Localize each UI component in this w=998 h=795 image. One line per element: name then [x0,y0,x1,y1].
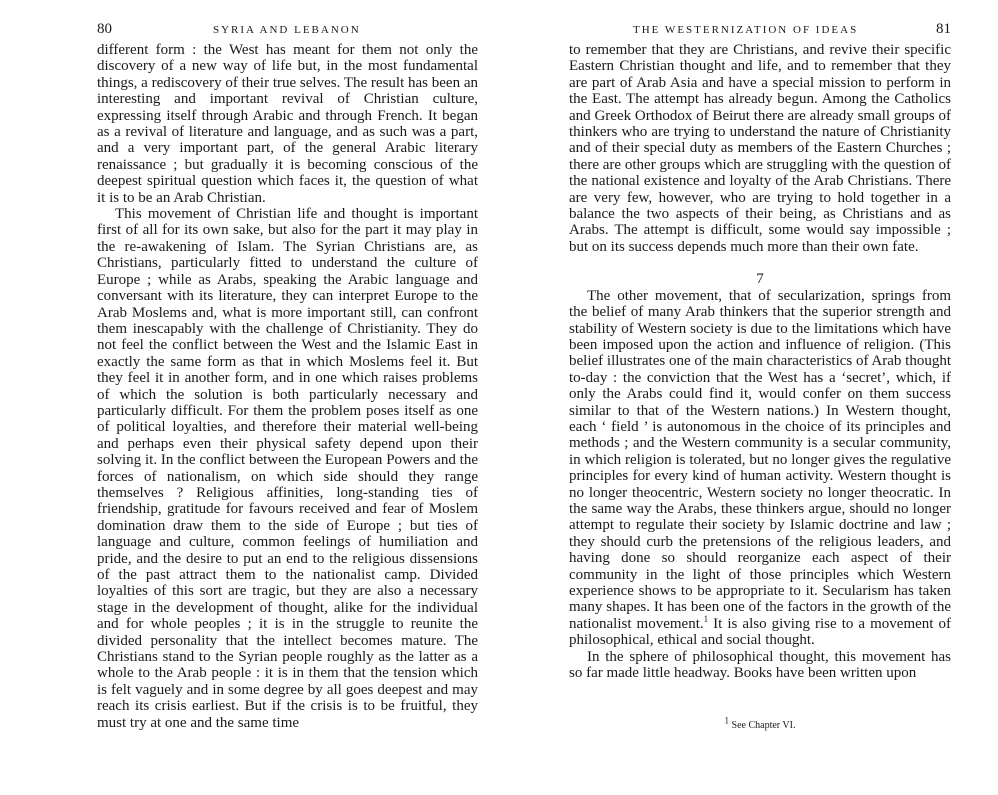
right-page-header [569,18,951,40]
footnote-reference[interactable]: 1 [703,613,709,624]
paragraph-text: The other movement, that of secularization, springs from the belief of many Arab thinkers that the superior strength and stability of Western society is due to the limitations which have been imposed upon the action and influence of religion. (This belief illustrates one of the main characteristics of Arab thought to-day : the conviction that the West has a ‘secret’, which, if only the Arabs could find it, would confer on them success similar to that of the Western nations.) In Western thought, each ‘ field ’ is autonomous in the choice of its principles and methods ; and the Western community is a secular community, in which religion is tolerated, but no longer gives the regulative principles for every kind of human activity. Western thought is no longer theocentric, Western society no longer theocratic. In the same way the Arabs, these thinkers argue, should no longer attempt to regulate their society by Islamic doctrine and law ; they should curb the pretensions of the religious leaders, and having done so should reorganize each aspect of their community in the light of those principles which Western experience shows to be appropriate to it. Secularism has taken many shapes. It has been one of the factors in the growth of the nationalist movement. [569,287,951,632]
paragraph: In the sphere of philosophical thought, this movement has so far made little headway. Books have been written upon [569,648,951,682]
paragraph: This movement of Christian life and thought is important first of all for its own sake, but also for the part it may play in the re-awakening of Islam. The Syrian Christians are, as Christians, particularly fitted to understand the culture of Europe ; while as Arabs, speaking the Arabic language and conversant with its literature, they can interpret Europe to the Arab Moslems and, what is more important still, can confront them inescapably with the challenge of Christianity. They do not feel the conflict between the West and the Islamic East in exactly the same form as that in which Moslems feel it. But they feel it in another form, and in one which raises problems of which the solution is both particularly necessary and particularly difficult. For them the problem poses itself as one of political loyalties, and therefore their material well-being and perhaps even their physical safety depend upon their solving it. In the conflict between the European Powers and the forces of nationalism, on which side should they range themselves ? Religious affinities, long-standing ties of friendship, gratitude for favours received and fear of Moslem domination draw them to the side of Europe ; but ties of language and culture, common feelings of humiliation and pride, and the desire to put an end to the religious dissensions of the past attract them to the nationalist camp. Divided loyalties of this sort are tragic, but they are also a necessary stage in the development of thought, alike for the individual and for whole peoples ; it is in the struggle to reunite the divided personality that the intellect becomes mature. The Christians stand to the Syrian people roughly as the latter as a whole to the Arab people : it is in them that the tension which is felt vaguely and in some degree by all goes deepest and may reach its crisis earliest. But if the crisis is to be fruitful, they must try at one and the same time [97,206,478,731]
footnote-text: See Chapter VI. [729,720,796,731]
paragraph: to remember that they are Christians, and revive their specific Eastern Christian thought and life, and to remember that they are part of Arab Asia and have a special mission to perform in the East. The attempt has already begun. Among the Catholics and Greek Orthodox of Beirut there are already small groups of thinkers who are trying to understand the nature of Christianity and of their special duty as members of the Eastern Churches ; there are other groups which are struggling with the question of the national existence and loyalty of the Arab Christians. There are very few, however, who are trying to hold together in a balance the two aspects of their being, as Christians and as Arabs. The attempt is difficult, some would say impossible ; but on its success depends much more than their own fate. [569,42,951,255]
paragraph: different form : the West has meant for them not only the discovery of a new way of life but, in the most fundamental things, a rediscovery of their true selves. The result has been an interesting and important revival of Christian culture, expressing itself through Arabic and through French. It began as a revival of literature and language, and as such was a part, and a very important part, of the general Arabic literary renaissance ; but gradually it is becoming conscious of the deepest spiritual question which faces it, the question of what it is to be an Arab Christian. [97,42,478,206]
page-number: 80 [97,21,112,37]
section-number: 7 [756,271,764,288]
page-number: 81 [936,21,951,37]
running-head: SYRIA AND LEBANON [213,24,361,36]
running-head: THE WESTERNIZATION OF IDEAS [633,24,859,36]
left-page-body [97,42,478,731]
footnote-marker: 1 [724,715,730,726]
paragraph-text: It is also giving rise to a movement of philosophical, ethical and social thought. [569,615,951,649]
paragraph [569,288,951,649]
right-page-body [569,42,951,681]
footnote [569,715,951,733]
left-page-header [97,18,478,40]
right-page [499,0,998,795]
